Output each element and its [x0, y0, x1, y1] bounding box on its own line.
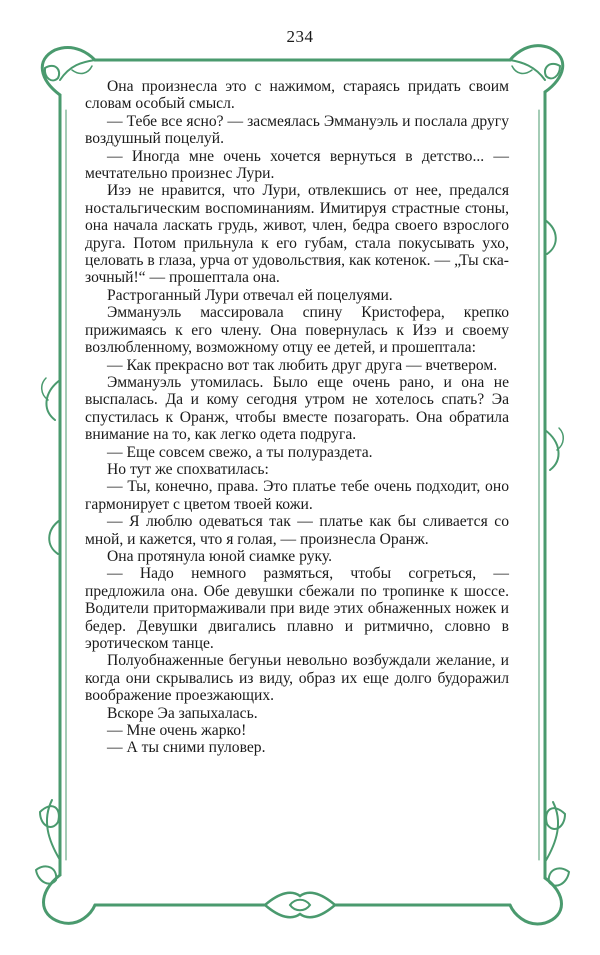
paragraph: — Иногда мне очень хочется вернуться в детство... — мечтательно произнес Лури. — [85, 147, 509, 183]
paragraph: Растроганный Лури отвечал ей поцелуями. — [107, 286, 393, 304]
right-side-leaf-2 — [545, 220, 556, 254]
paragraph: — А ты сними пуловер. — [107, 739, 266, 757]
paragraph: — Еще совсем свежо, а ты полураздета. — [107, 443, 373, 461]
paragraph: Но тут же спохватилась: — [107, 460, 269, 478]
page-number: 234 — [286, 27, 314, 46]
paragraph: Полуобнаженные бегуньи невольно возбуждали желание, и когда они скрывались из виду, образ их еще долго будоражил воображение проезжающих. — [85, 652, 509, 705]
paragraph: — Тебе все ясно? — засмеялась Эммануэль и послала другу воздушный поцелуй. — [85, 112, 509, 148]
bottom-center-ornament — [265, 893, 335, 917]
paragraph: Она произнесла это с нажимом, стараясь придать своим словам особый смысл. — [85, 78, 509, 113]
paragraph: Она протянула юной сиамке руку. — [107, 547, 332, 565]
paragraph: — Надо немного размяться, чтобы согреться, — предложила она. Обе девушки сбежали по тропинке к шоссе. Водители притормаживали при виде этих обнаженных ножек и бедер. Девушки двигались плавно и ритмично, словно в эротическом танце. — [85, 565, 509, 652]
left-side-leaf-2 — [49, 520, 60, 554]
paragraph: — Мне очень жарко! — [107, 722, 247, 740]
corner-ornament-top-right — [510, 46, 563, 92]
paragraph: Эммануэль утомилась. Было еще очень рано, и она не выспалась. Да и кому сегодня утром не хотелось спать? Эа спустилась к Оранж, чтобы вместе позагорать. Она обратила внимание на то, как легко одета подруга. — [85, 373, 509, 444]
paragraph: — Я люблю одеваться так — платье как бы сливается со мной, и кажется, что я голая, — произнесла Оранж. — [85, 513, 509, 548]
paragraph: Изэ не нравится, что Лури, отвлекшись от нее, предался ностальгическим воспоминаниям. Имитируя страстные стоны, она начала ласкать грудь, живот, член, бедра своего взрослого друга. Потом прильнула к его губам, стала покусывать ухо, целовать в глаза, урча от удовольствия, как котенок. — „Ты ска-зочный!“ — прошептала она. — [85, 182, 509, 287]
paragraph: — Как прекрасно вот так любить друг друга — вчетвером. — [107, 356, 498, 374]
paragraph: Вскоре Эа запыхалась. — [107, 704, 258, 722]
body-text — [85, 78, 509, 757]
paragraph: — Ты, конечно, права. Это платье тебе очень подходит, оно гармонирует с цветом твоей кожи. — [85, 478, 509, 513]
paragraph: Эммануэль массировала спину Кристофера, крепко прижимаясь к его члену. Она повернулась к Изэ и своему возлюбленному, возможному отцу ее детей, и прошептала: — [85, 304, 509, 357]
